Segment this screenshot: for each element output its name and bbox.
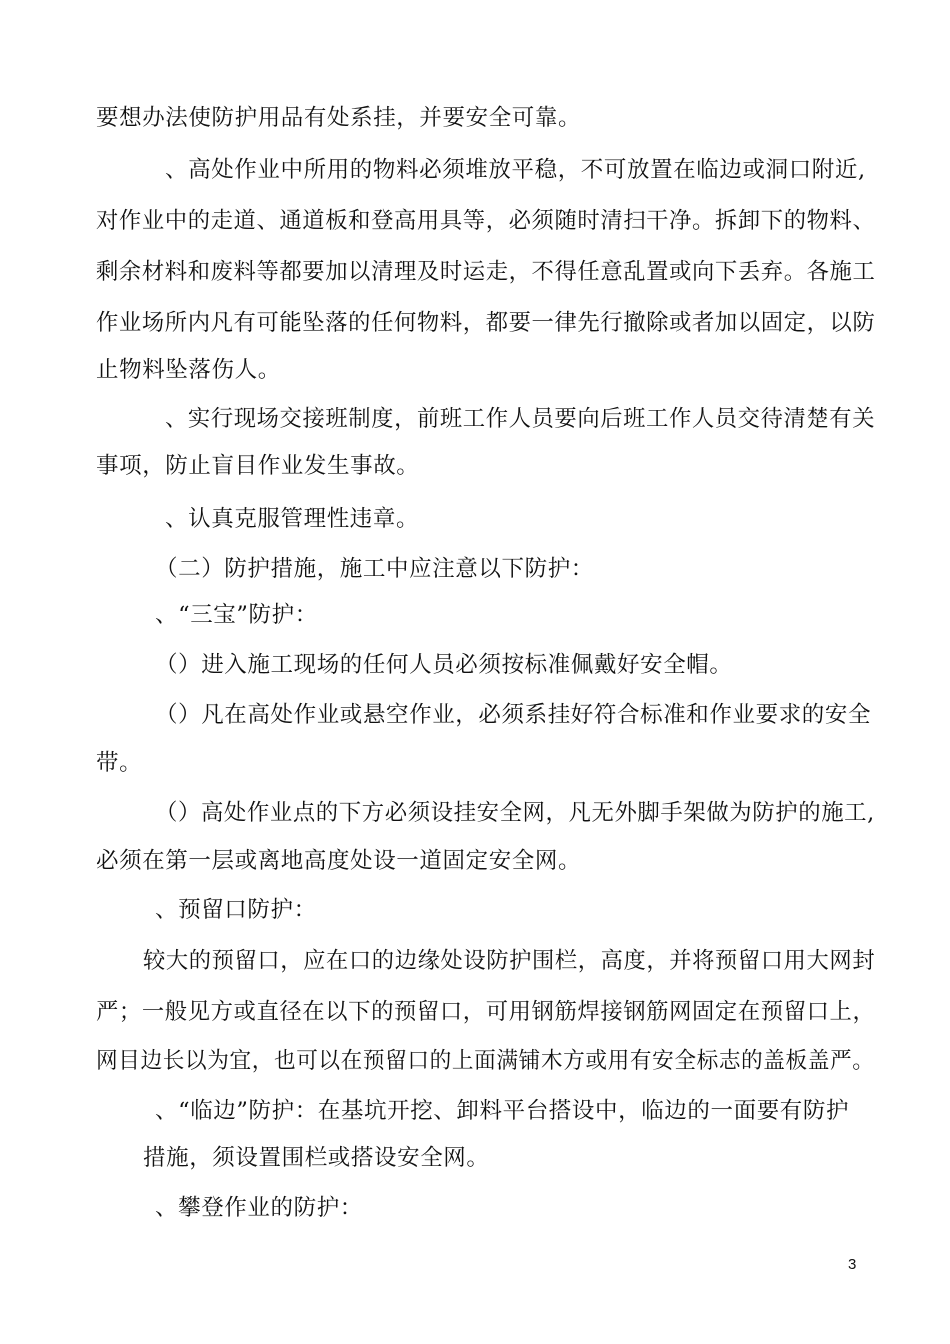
- text-line: 对作业中的走道、通道板和登高用具等，必须随时清扫干净。拆卸下的物料、: [96, 208, 876, 234]
- text-line: 较大的预留口，应在口的边缘处设防护围栏，高度，并将预留口用大网封: [143, 948, 876, 974]
- text-line: 剩余材料和废料等都要加以清理及时运走，不得任意乱置或向下丢弃。各施工: [96, 259, 876, 285]
- text-line: 、攀登作业的防护：: [155, 1195, 363, 1221]
- text-line: 、实行现场交接班制度，前班工作人员要向后班工作人员交待清楚有关: [165, 406, 876, 432]
- page-number: 3: [848, 1256, 857, 1273]
- text-line: 、高处作业中所用的物料必须堆放平稳，不可放置在临边或洞口附近,: [165, 157, 866, 183]
- text-line: （二）防护措施，施工中应注意以下防护：: [155, 556, 594, 582]
- text-line: 止物料坠落伤人。: [96, 357, 281, 383]
- text-line: 、“临边”防护：在基坑开挖、卸料平台搭设中，临边的一面要有防护: [155, 1098, 850, 1124]
- text-line: 要想办法使防护用品有处系挂，并要安全可靠。: [96, 105, 582, 131]
- text-line: 作业场所内凡有可能坠落的任何物料，都要一律先行撤除或者加以固定，以防: [96, 310, 876, 336]
- text-line: （）进入施工现场的任何人员必须按标准佩戴好安全帽。: [155, 652, 733, 678]
- text-line: 、“三宝”防护：: [155, 602, 318, 628]
- text-line: （）高处作业点的下方必须设挂安全网，凡无外脚手架做为防护的施工,: [155, 800, 875, 826]
- text-line: （）凡在高处作业或悬空作业，必须系挂好符合标准和作业要求的安全: [155, 702, 872, 728]
- text-line: 事项，防止盲目作业发生事故。: [96, 453, 420, 479]
- text-line: 带。: [96, 750, 143, 776]
- text-line: 必须在第一层或离地高度处设一道固定安全网。: [96, 848, 582, 874]
- text-line: 措施，须设置围栏或搭设安全网。: [143, 1145, 490, 1171]
- text-line: 、认真克服管理性违章。: [165, 506, 420, 532]
- text-line: 严；一般见方或直径在以下的预留口，可用钢筋焊接钢筋网固定在预留口上，: [96, 999, 876, 1025]
- text-line: 网目边长以为宜，也可以在预留口的上面满铺木方或用有安全标志的盖板盖严。: [96, 1048, 875, 1074]
- text-line: 、预留口防护：: [155, 897, 317, 923]
